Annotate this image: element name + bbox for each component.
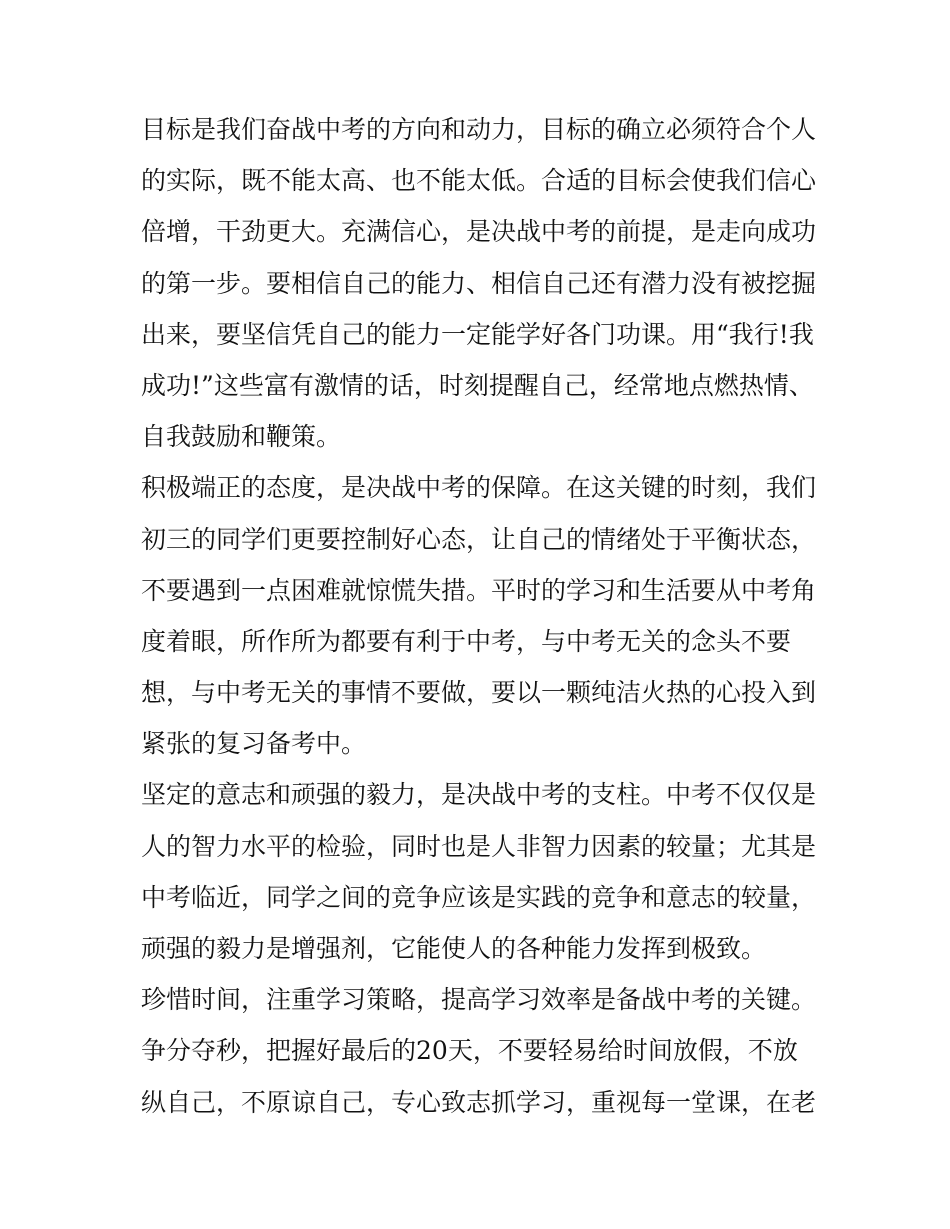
text-line: 珍惜时间，注重学习策略，提高学习效率是备战中考的关键。: [141, 985, 817, 1015]
text-line: 不要遇到一点困难就惊慌失措。平时的学习和生活要从中考角: [141, 575, 817, 605]
text-line: 自我鼓励和鞭策。: [141, 422, 342, 452]
text-line: 初三的同学们更要控制好心态，让自己的情绪处于平衡状态，: [141, 524, 817, 554]
text-line: 纵自己，不原谅自己，专心致志抓学习，重视每一堂课，在老: [141, 1087, 817, 1117]
text-line: 坚定的意志和顽强的毅力，是决战中考的支柱。中考不仅仅是: [141, 780, 817, 810]
text-line: 中考临近，同学之间的竞争应该是实践的竞争和意志的较量，: [141, 882, 817, 912]
text-line: 度着眼，所作所为都要有利于中考，与中考无关的念头不要: [141, 626, 792, 656]
body-text: [141, 104, 821, 1128]
text-line: 的实际，既不能太高、也不能太低。合适的目标会使我们信心: [141, 166, 817, 196]
text-line: 积极端正的态度，是决战中考的保障。在这关键的时刻，我们: [141, 473, 817, 503]
text-line: 出来，要坚信凭自己的能力一定能学好各门功课。用“我行!我: [141, 319, 814, 349]
text-line: 顽强的毅力是增强剂，它能使人的各种能力发挥到极致。: [141, 934, 767, 963]
text-line: 目标是我们奋战中考的方向和动力，目标的确立必须符合个人: [141, 115, 817, 144]
text-line: 紧张的复习备考中。: [141, 729, 367, 759]
text-line: 人的智力水平的检验，同时也是人非智力因素的较量；尤其是: [141, 831, 817, 861]
text-line: 成功!”这些富有激情的话，时刻提醒自己，经常地点燃热情、: [141, 370, 814, 400]
text-line: 的第一步。要相信自己的能力、相信自己还有潜力没有被挖掘: [141, 268, 817, 298]
text-line: 想，与中考无关的事情不要做，要以一颗纯洁火热的心投入到: [141, 678, 817, 708]
text-line: 争分夺秒，把握好最后的20天，不要轻易给时间放假，不放: [141, 1036, 798, 1066]
text-line: 倍增，干劲更大。充满信心，是决战中考的前提，是走向成功: [141, 217, 817, 247]
